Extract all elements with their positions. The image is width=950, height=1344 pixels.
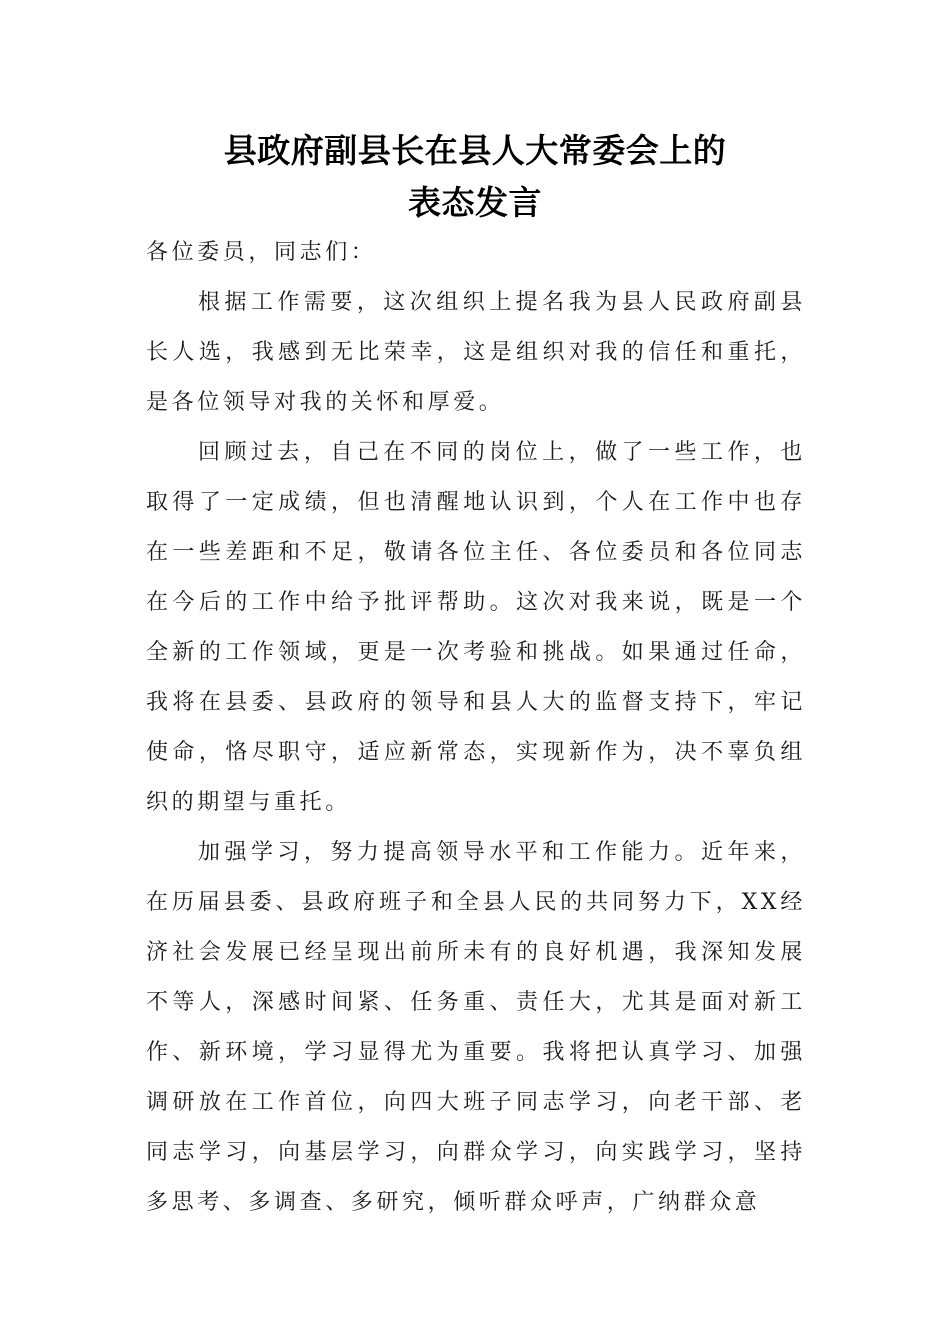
document-body [146, 228, 806, 1228]
document-title-line1: 县政府副县长在县人大常委会上的 [223, 131, 727, 170]
document-title-line2: 表态发言 [408, 183, 542, 222]
paragraph-3: 加强学习，努力提高领导水平和工作能力。近年来，在历届县委、县政府班子和全县人民的共同努力下，XX经济社会发展已经呈现出前所未有的良好机遇，我深知发展不等人，深感时间紧、任务重、责任大，尤其是面对新工作、新环境，学习显得尤为重要。我将把认真学习、加强调研放在工作首位，向四大班子同志学习，向老干部、老同志学习，向基层学习，向群众学习，向实践学习，坚持多思考、多调查、多研究，倾听群众呼声，广纳群众意 [146, 840, 806, 1215]
salutation: 各位委员，同志们： [146, 240, 377, 265]
paragraph-1: 根据工作需要，这次组织上提名我为县人民政府副县长人选，我感到无比荣幸，这是组织对我的信任和重托，是各位领导对我的关怀和厚爱。 [146, 290, 806, 415]
paragraph-2: 回顾过去，自己在不同的岗位上，做了一些工作，也取得了一定成绩，但也清醒地认识到，个人在工作中也存在一些差距和不足，敬请各位主任、各位委员和各位同志在今后的工作中给予批评帮助。这次对我来说，既是一个全新的工作领域，更是一次考验和挑战。如果通过任命，我将在县委、县政府的领导和县人大的监督支持下，牢记使命，恪尽职守，适应新常态，实现新作为，决不辜负组织的期望与重托。 [146, 440, 806, 815]
